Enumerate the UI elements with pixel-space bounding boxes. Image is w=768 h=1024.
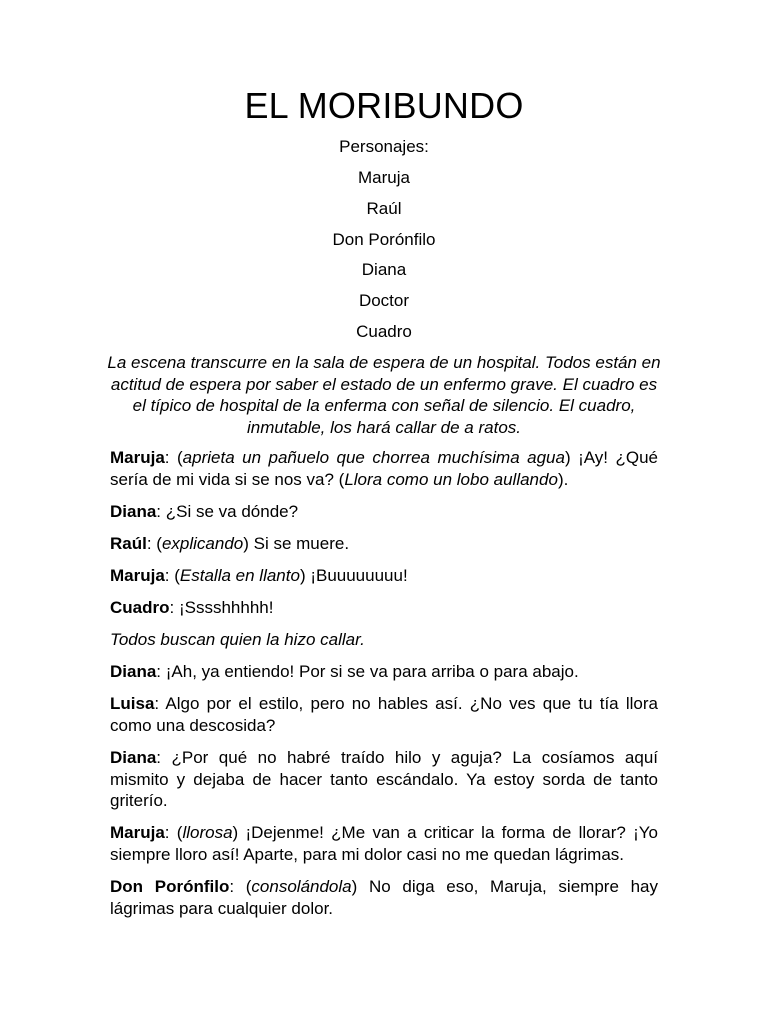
dialogue-line	[110, 501, 658, 523]
line-text: ) No diga eso, Maruja, siempre hay lágrimas para cualquier dolor.	[110, 876, 658, 918]
stage-direction: La escena transcurre en la sala de espera de un hospital. Todos están en actitud de espera por saber el estado de un enfermo grave. El cuadro es el típico de hospital de la enferma con señal de silencio. El cuadro, inmutable, los hará callar de a ratos.	[107, 353, 661, 437]
line-text: ).	[557, 469, 569, 489]
speaker-name: Diana	[110, 501, 157, 521]
dialogue-line	[110, 747, 658, 812]
dialogue-line	[110, 597, 658, 619]
dialogue-line	[110, 822, 658, 865]
document-title: EL MORIBUNDO	[244, 85, 524, 126]
line-text: :	[156, 501, 166, 521]
dialogue-line	[110, 876, 658, 919]
line-text: : (	[146, 533, 162, 553]
stage-note: aprieta un pañuelo que chorrea muchísima agua	[182, 448, 565, 467]
line-text: ) ¡Ay! ¿Qué sería de mi vida si se nos va? (	[110, 448, 659, 489]
cast-item: Don Porónfilo	[332, 229, 436, 249]
speaker-name: Maruja	[110, 565, 165, 585]
stage-note: llorosa	[182, 823, 233, 843]
speaker-name: Luisa	[110, 694, 155, 714]
cast-item: Raúl	[366, 198, 402, 218]
line-text: ) ¡Buuuuuuuu!	[299, 565, 408, 585]
line-text: : (	[229, 876, 252, 896]
speaker-name: Diana	[110, 662, 157, 682]
dialogue	[110, 447, 658, 930]
line-text: ¡Sssshhhhh!	[178, 597, 274, 617]
line-text: :	[156, 662, 166, 682]
stage-note: explicando	[161, 533, 244, 553]
line-text: :	[156, 747, 172, 767]
line-text: ¿Por qué no habré traído hilo y aguja? La cosíamos aquí mismito y dejaba de hacer tanto escándalo. Ya estoy sorda de tanto griterío.	[110, 747, 658, 811]
speaker-name: Maruja	[110, 448, 165, 467]
line-text: Algo por el estilo, pero no hables así. ¿No ves que tu tía llora como una descosida?	[110, 694, 658, 735]
line-text: ) Si se muere.	[243, 533, 350, 553]
speaker-name: Don Porónfilo	[110, 876, 230, 896]
cast-heading: Personajes:	[339, 137, 429, 156]
cast-item: Cuadro	[356, 321, 412, 341]
line-text: : (	[164, 448, 183, 467]
line-text: ¿Si se va dónde?	[165, 501, 299, 521]
dialogue-line	[110, 447, 658, 490]
dialogue-line	[110, 565, 658, 587]
line-text: : (	[164, 565, 180, 585]
line-text: :	[154, 694, 166, 714]
line-text: ¡Ah, ya entiendo! Por si se va para arriba o para abajo.	[165, 662, 579, 682]
cast-item: Diana	[361, 260, 407, 280]
speaker-name: Cuadro	[110, 597, 170, 617]
line-text: :	[169, 597, 179, 617]
line-text: : (	[164, 823, 183, 843]
speaker-name: Maruja	[110, 823, 165, 843]
dialogue-line	[110, 661, 658, 683]
line-text: ) ¡Dejenme! ¿Me van a criticar la forma de llorar? ¡Yo siempre lloro así! Aparte, para mi dolor casi no me quedan lágrimas.	[110, 823, 658, 864]
cast-list	[0, 167, 768, 352]
stage-note: Estalla en llanto	[179, 565, 300, 585]
stage-note: consolándola	[251, 876, 352, 896]
cast-item: Maruja	[358, 168, 410, 187]
dialogue-line	[110, 693, 658, 736]
stage-line: Todos buscan quien la hizo callar.	[110, 630, 365, 650]
cast-item: Doctor	[358, 291, 410, 311]
speaker-name: Raúl	[110, 533, 147, 553]
speaker-name: Diana	[110, 747, 157, 767]
stage-note: Llora como un lobo aullando	[344, 469, 558, 489]
dialogue-line	[110, 533, 658, 555]
